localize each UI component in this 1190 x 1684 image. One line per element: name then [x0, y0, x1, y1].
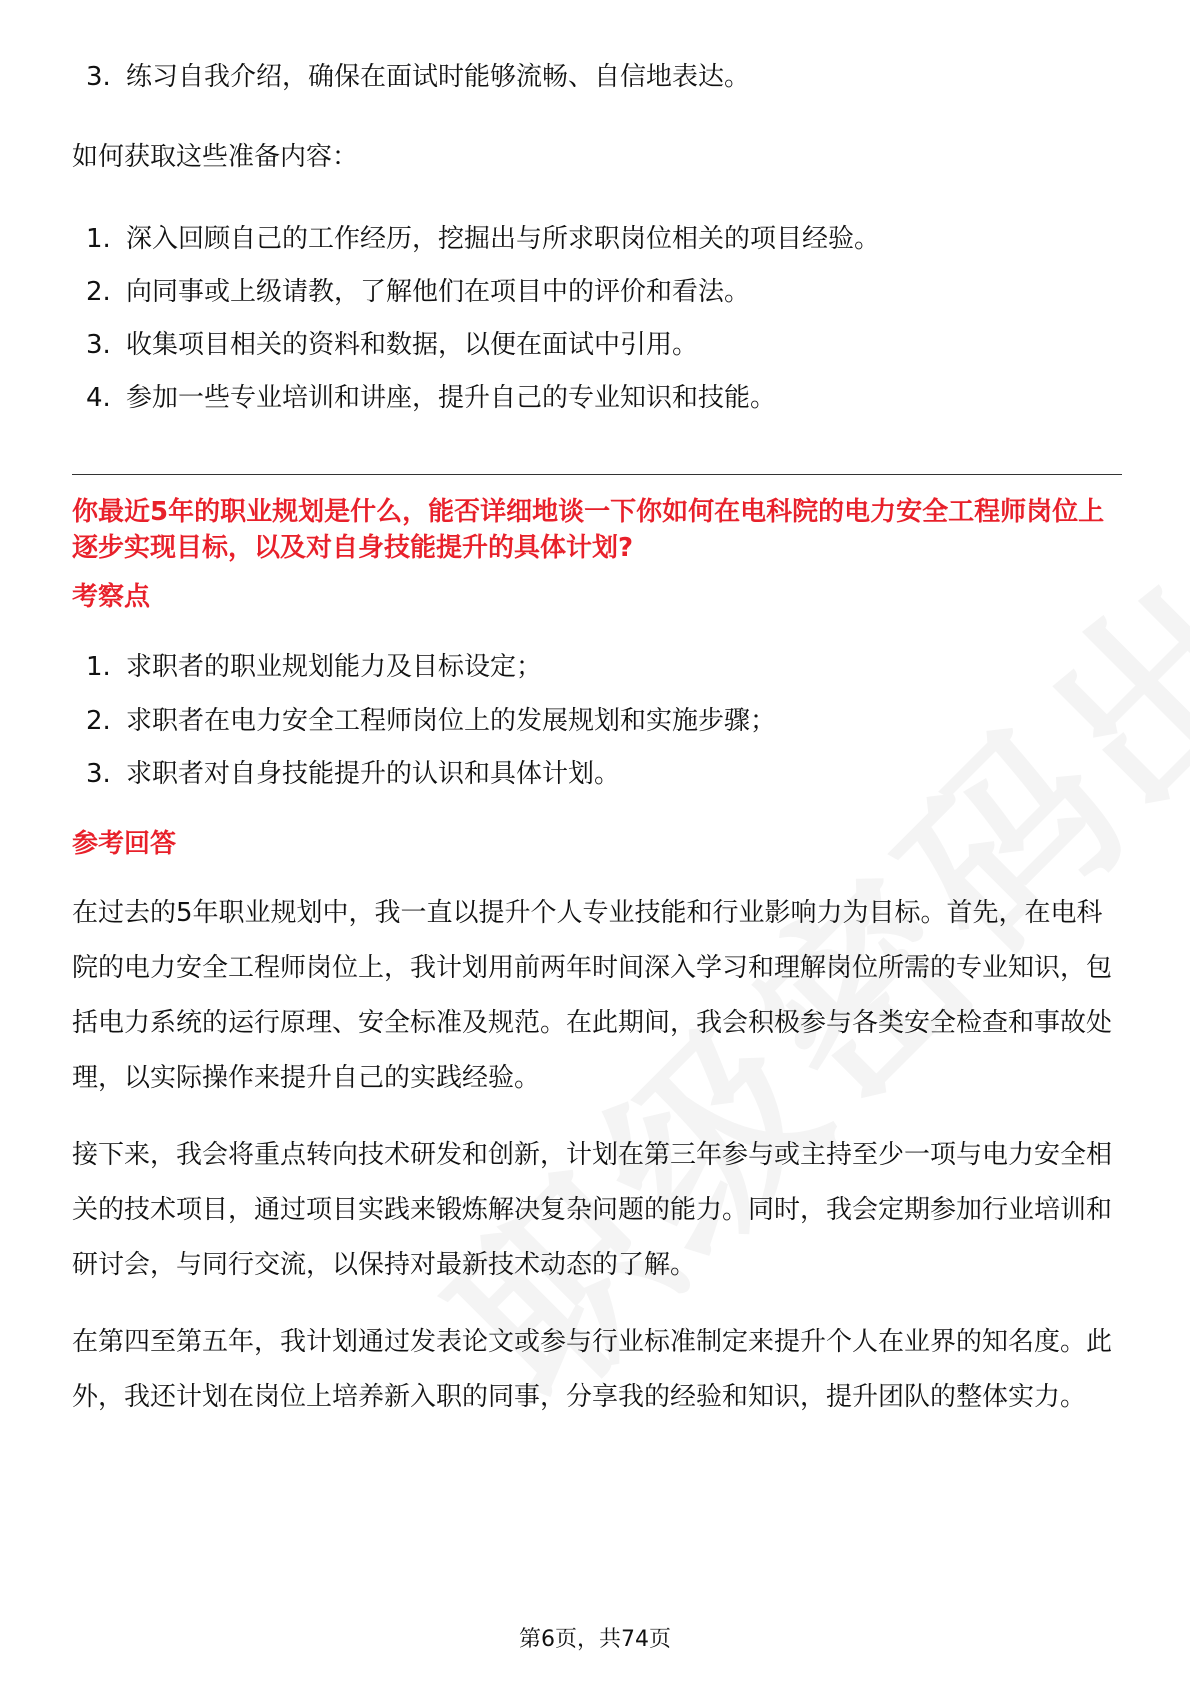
list-text: 求职者对自身技能提升的认识和具体计划。 [126, 759, 621, 789]
list-number: 3. [86, 330, 111, 360]
list-number: 2. [86, 706, 111, 736]
list-number: 4. [86, 383, 111, 413]
list-text: 向同事或上级请教，了解他们在项目中的评价和看法。 [126, 277, 751, 307]
section-divider [72, 474, 1122, 475]
answer-paragraph: 在第四至第五年，我计划通过发表论文或参与行业标准制定来提升个人在业界的知名度。此外，我还计划在岗位上培养新入职的同事，分享我的经验和知识，提升团队的整体实力。 [72, 1327, 1113, 1412]
list-item [86, 381, 776, 415]
prep-label: 如何获取这些准备内容： [72, 142, 359, 172]
list-number: 3. [86, 62, 111, 92]
list-text: 收集项目相关的资料和数据，以便在面试中引用。 [126, 330, 699, 360]
list-number: 3. [86, 759, 111, 789]
page-footer: 第6页，共74页 [519, 1627, 671, 1652]
interview-question: 你最近5年的职业规划是什么，能否详细地谈一下你如何在电科院的电力安全工程师岗位上逐步实现目标，以及对自身技能提升的具体计划? [72, 497, 1105, 563]
answer-paragraph: 在过去的5年职业规划中，我一直以提升个人专业技能和行业影响力为目标。首先，在电科院的电力安全工程师岗位上，我计划用前两年时间深入学习和理解岗位所需的专业知识，包括电力系统的运行原理、安全标准及规范。在此期间，我会积极参与各类安全检查和事故处理，以实际操作来提升自己的实践经验。 [72, 898, 1113, 1093]
list-text: 深入回顾自己的工作经历，挖掘出与所求职岗位相关的项目经验。 [126, 224, 881, 254]
list-item [86, 60, 750, 94]
answer-heading: 参考回答 [72, 829, 177, 859]
list-text: 求职者在电力安全工程师岗位上的发展规划和实施步骤； [126, 706, 777, 736]
answer-paragraph: 接下来，我会将重点转向技术研发和创新，计划在第三年参与或主持至少一项与电力安全相关的技术项目，通过项目实践来锻炼解决复杂问题的能力。同时，我会定期参加行业培训和研讨会，与同行交流，以保持对最新技术动态的了解。 [72, 1140, 1113, 1280]
list-number: 2. [86, 277, 111, 307]
list-item [86, 222, 880, 256]
list-item [86, 275, 750, 309]
list-number: 1. [86, 224, 111, 254]
list-item [86, 704, 776, 738]
examine-heading: 考察点 [72, 582, 151, 612]
list-item [86, 328, 698, 362]
list-text: 求职者的职业规划能力及目标设定； [126, 652, 543, 682]
list-number: 1. [86, 652, 111, 682]
list-item [86, 757, 620, 791]
list-item [86, 650, 542, 684]
list-text: 练习自我介绍，确保在面试时能够流畅、自信地表达。 [126, 62, 751, 92]
list-text: 参加一些专业培训和讲座，提升自己的专业知识和技能。 [126, 383, 777, 413]
